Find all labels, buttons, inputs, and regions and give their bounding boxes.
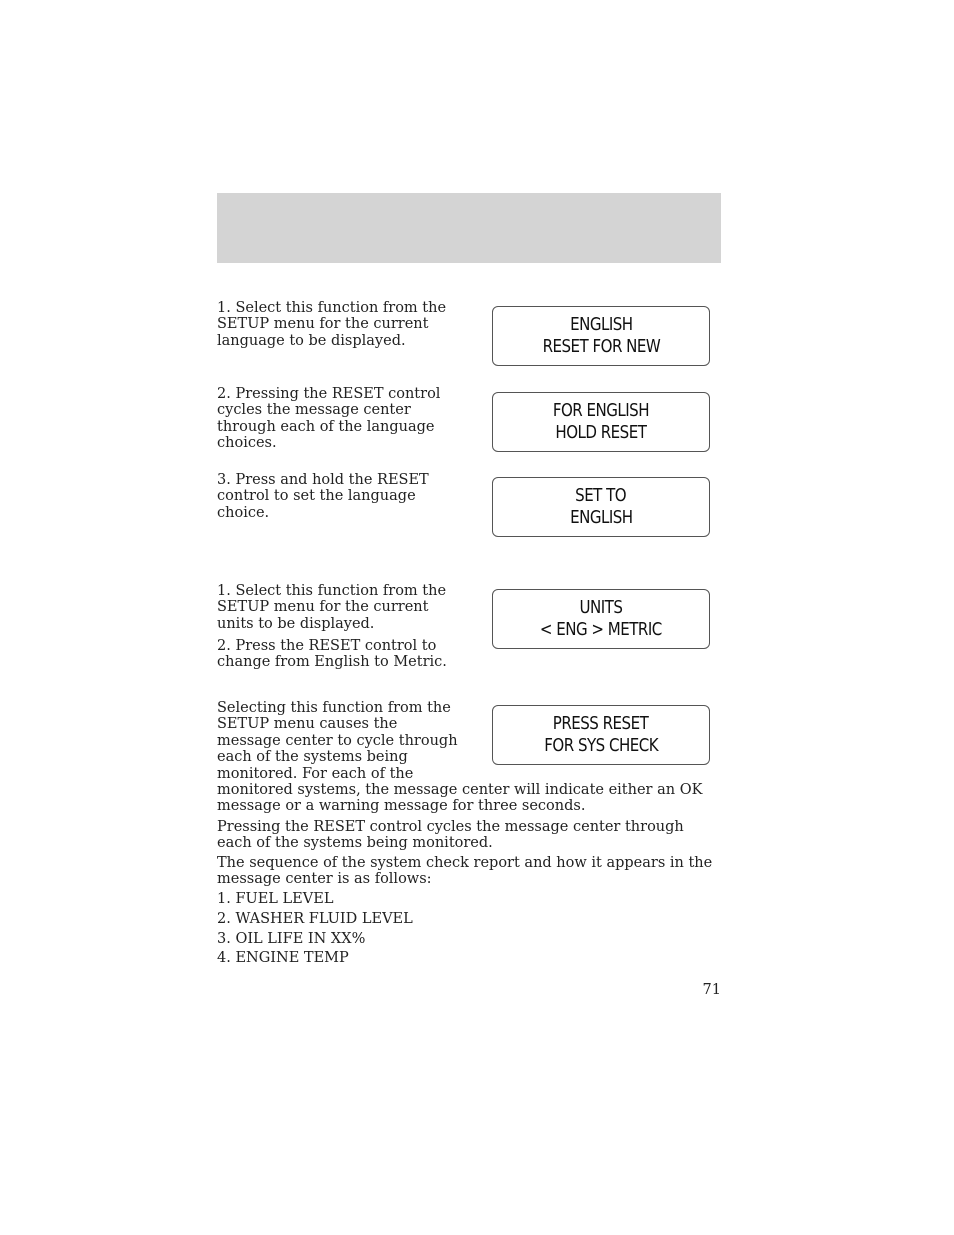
lcd-display-units bbox=[492, 589, 710, 649]
lcd-line-1: ENGLISH bbox=[569, 315, 633, 335]
list-item: 1. FUEL LEVEL bbox=[217, 891, 334, 907]
list-item: 3. OIL LIFE IN XX% bbox=[217, 931, 366, 947]
system-check-paragraph-3: The sequence of the system check report and how it appears in the message center is as follows: bbox=[217, 855, 713, 888]
lcd-line-1: FOR ENGLISH bbox=[552, 401, 650, 421]
units-step-1: 1. Select this function from the SETUP menu for the current units to be displayed. bbox=[217, 583, 447, 632]
lcd-line-2: < ENG > METRIC bbox=[540, 620, 662, 640]
system-check-intro-text: Selecting this function from the SETUP menu causes the message center to cycle through each of the systems being monitored. For each of the monitored systems, the message center will indicate either an OK message or a warning message for three seconds. bbox=[217, 700, 703, 815]
lcd-line-2: FOR SYS CHECK bbox=[544, 736, 658, 756]
page-number: 71 bbox=[702, 982, 721, 998]
lcd-line-1: UNITS bbox=[579, 598, 623, 618]
lcd-line-2: ENGLISH bbox=[569, 508, 633, 528]
lcd-display-hold-reset bbox=[492, 392, 710, 452]
list-item: 2. WASHER FLUID LEVEL bbox=[217, 911, 413, 927]
language-step-3: 3. Press and hold the RESET control to set the language choice. bbox=[217, 472, 429, 521]
lcd-display-set-to bbox=[492, 477, 710, 537]
header-band bbox=[217, 193, 721, 263]
list-item: 4. ENGINE TEMP bbox=[217, 950, 349, 966]
lcd-display-english-reset bbox=[492, 306, 710, 366]
lcd-line-1: PRESS RESET bbox=[553, 714, 649, 734]
units-step-2: 2. Press the RESET control to change from English to Metric. bbox=[217, 638, 447, 671]
lcd-line-1: SET TO bbox=[575, 486, 627, 506]
system-check-paragraph-2: Pressing the RESET control cycles the message center through each of the systems being monitored. bbox=[217, 819, 684, 852]
language-step-2: 2. Pressing the RESET control cycles the message center through each of the language choices. bbox=[217, 386, 441, 452]
lcd-float-spacer bbox=[459, 700, 721, 782]
language-step-1: 1. Select this function from the SETUP menu for the current language to be displayed. bbox=[217, 300, 447, 349]
lcd-line-2: RESET FOR NEW bbox=[542, 337, 660, 357]
lcd-line-2: HOLD RESET bbox=[555, 423, 647, 443]
system-check-intro bbox=[217, 700, 721, 815]
